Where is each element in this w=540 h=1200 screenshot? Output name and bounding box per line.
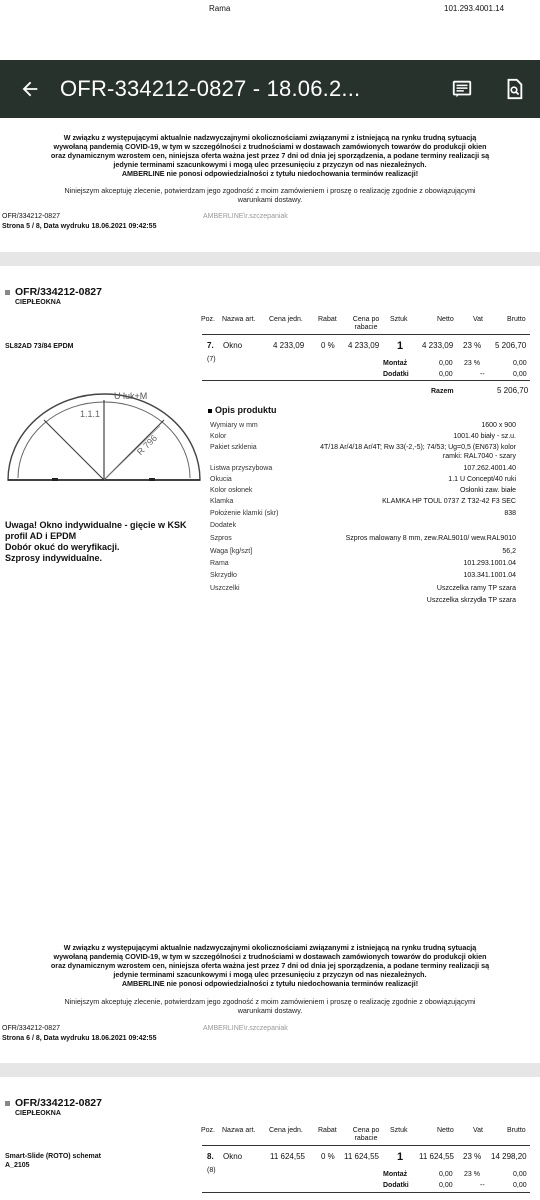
montaz-net: 0,00 — [439, 1171, 453, 1178]
row-net: 11 624,55 — [419, 1152, 454, 1161]
offer-number: OFR/334212-0827 — [15, 286, 102, 298]
col-nazwa: Nazwa art. — [222, 316, 256, 323]
prop-value: 101.293.1001.04 — [463, 560, 516, 567]
row-vat: 23 % — [463, 1152, 482, 1161]
montaz-label: Montaż — [383, 360, 408, 367]
covid-notice — [0, 133, 540, 178]
accept-line: Niniejszym akceptuję zlecenie, potwierdzam jego zgodność z moim zamówieniem i proszę o realizację zgodnie z obowiązującymi — [64, 186, 476, 195]
covid-notice-page6 — [0, 943, 540, 988]
notice-line: AMBERLINE nie ponosi odpowiedzialności z tytułu niedochowania terminów realizacji! — [121, 169, 419, 178]
product-line: Smart-Slide (ROTO) schemat — [5, 1153, 101, 1160]
notice-line: oraz dynamicznym wzrostem cen, niniejsza oferta ważna jest przez 7 dni od dnia jej sporządzenia, a podane terminy realizacji są — [50, 151, 490, 160]
col-brutto: Brutto — [507, 316, 526, 323]
prop-value: 4T/18 Ar/4/18 Ar/4T; Rw 33(-2,-5); 74/53; Ug=0,5 (EN673) kolor — [320, 444, 516, 451]
accept-line: warunkami dostawy. — [237, 195, 303, 204]
montaz-label: Montaż — [383, 1171, 408, 1178]
col-rabat: Rabat — [318, 1127, 337, 1134]
offer-header-2 — [5, 1097, 102, 1118]
col-poz: Poz. — [201, 316, 216, 323]
prop-label: Kolor — [210, 433, 227, 440]
row-qty: 1 — [397, 1151, 404, 1163]
back-arrow-icon[interactable] — [0, 60, 60, 118]
previous-page-snippet — [0, 0, 540, 60]
client-name: CIEPŁEOKNA — [15, 299, 61, 306]
row-discount: 0 % — [321, 341, 335, 350]
prop-label: Listwa przyszybowa — [210, 465, 273, 472]
col-cena-po: Cena po rabacie — [352, 1127, 380, 1142]
document-title: OFR-334212-0827 - 18.06.2... — [60, 76, 361, 101]
prop-label: Waga [kg/szt] — [210, 548, 253, 555]
notice-line: jedynie terminami szacunkowymi i mogą ulec przesunięciu z przyczyn od nas niezależnych. — [113, 160, 427, 169]
notice-line: wywołaną pandemią COVID-19, w tym w szczególności z trudnościami w dostawach zamówionych towarów do produkcji okien — [53, 952, 487, 961]
col-cena: Cena jedn. — [269, 316, 303, 323]
document-search-icon[interactable] — [488, 60, 540, 118]
prop-value: Uszczelka skrzydła TP szara — [426, 597, 516, 604]
razem-label: Razem — [431, 388, 454, 395]
offer-number: OFR/334212-0827 — [15, 1097, 102, 1109]
col-vat: Vat — [473, 316, 483, 323]
bullet-icon — [5, 290, 10, 295]
row-pos: 7. — [207, 341, 214, 350]
warning-line: Uwaga! Okno indywidualne - gięcie w KSK — [5, 520, 187, 530]
bullet-icon — [208, 409, 212, 413]
row-pos: 8. — [207, 1152, 214, 1161]
dodatki-net: 0,00 — [439, 371, 453, 378]
prop-label: Pakiet szklenia — [210, 444, 257, 451]
prop-label: Uszczelki — [210, 585, 240, 592]
prop-value: 838 — [504, 510, 516, 517]
razem-gross: 5 206,70 — [497, 386, 529, 395]
page-separator — [0, 252, 540, 266]
row-gross: 14 298,20 — [491, 1152, 527, 1161]
prop-value: 1001.40 biały - sz.u. — [453, 433, 516, 440]
prop-label: Położenie klamki (skr) — [210, 510, 279, 517]
col-poz: Poz. — [201, 1127, 216, 1134]
prop-value: 103.341.1001.04 — [463, 572, 516, 579]
col-cena: Cena jedn. — [269, 1127, 303, 1134]
opis-title — [208, 405, 277, 415]
header-rule — [202, 1145, 530, 1146]
row-name: Okno — [223, 1152, 243, 1161]
prop-value: Uszczelka ramy TP szara — [436, 585, 516, 592]
col-nazwa: Nazwa art. — [222, 1127, 256, 1134]
prop-label: Wymiary w mm — [210, 422, 258, 429]
row-sub: (8) — [207, 1167, 216, 1174]
montaz-vat: 23 % — [464, 360, 480, 367]
col-cena-po: Cena po rabacie — [352, 316, 380, 331]
notice-line: oraz dynamicznym wzrostem cen, niniejsza oferta ważna jest przez 7 dni od dnia jej sporządzenia, a podane terminy realizacji są — [50, 961, 490, 970]
row-rule — [202, 380, 530, 381]
opis-title-text: Opis produktu — [215, 405, 277, 415]
row-unit-price: 4 233,09 — [273, 341, 305, 350]
row-name: Okno — [223, 341, 243, 350]
page-footer: Strona 5 / 8, Data wydruku 18.06.2021 09:42:55 — [2, 223, 157, 230]
warning-line: profil AD i EPDM — [5, 531, 77, 541]
col-brutto: Brutto — [507, 1127, 526, 1134]
col-sztuk: Sztuk — [390, 316, 408, 323]
row-rule — [202, 1192, 530, 1193]
warning-line: Dobór okuć do weryfikacji. — [5, 542, 120, 552]
bullet-icon — [5, 1101, 10, 1106]
prop-value: ramki: RAL7040 - szary — [442, 453, 516, 460]
offer-header — [5, 286, 102, 307]
col-rabat: Rabat — [318, 316, 337, 323]
accept-line: Niniejszym akceptuję zlecenie, potwierdzam jego zgodność z moim zamówieniem i proszę o realizację zgodnie z obowiązującymi — [64, 997, 476, 1006]
prop-value: Osłonki zaw. białe — [459, 487, 516, 494]
notes-icon[interactable] — [436, 60, 488, 118]
prop-value: 107.262.4001.40 — [463, 465, 516, 472]
prop-label: Dodatek — [210, 522, 237, 529]
page-separator — [0, 1063, 540, 1077]
montaz-net: 0,00 — [439, 360, 453, 367]
acceptance-text — [0, 186, 540, 204]
dodatki-vat: -- — [480, 371, 485, 378]
row-sub: (7) — [207, 356, 216, 363]
prop-label: Rama — [210, 560, 229, 567]
row-price-after: 4 233,09 — [348, 341, 380, 350]
warning-line: Szprosy indywidualne. — [5, 553, 103, 563]
row-discount: 0 % — [321, 1152, 335, 1161]
notice-line: AMBERLINE nie ponosi odpowiedzialności z tytułu niedochowania terminów realizacji! — [121, 979, 419, 988]
snippet-label: Rama — [209, 4, 231, 13]
acceptance-text-page6 — [0, 997, 540, 1015]
row-unit-price: 11 624,55 — [270, 1152, 305, 1161]
montaz-gross: 0,00 — [513, 360, 527, 367]
notice-line: W związku z występującymi aktualnie nadzwyczajnymi okolicznościami związanymi z istniejącą na rynku trudną sytuacją — [63, 943, 477, 952]
product-name-2 — [5, 1152, 101, 1170]
notice-line: jedynie terminami szacunkowymi i mogą ulec przesunięciu z przyczyn od nas niezależnych. — [113, 970, 427, 979]
notice-line: W związku z występującymi aktualnie nadzwyczajnymi okolicznościami związanymi z istniejącą na rynku trudną sytuacją — [63, 133, 477, 142]
row-gross: 5 206,70 — [495, 341, 527, 350]
prop-label: Kolor osłonek — [210, 487, 253, 494]
page-ref: OFR/334212-0827 — [2, 213, 60, 220]
prop-label: Klamka — [210, 498, 234, 505]
accept-line: warunkami dostawy. — [237, 1006, 303, 1015]
page-user: AMBERLINE\r.szczepaniak — [203, 1025, 288, 1032]
col-netto: Netto — [437, 1127, 454, 1134]
prop-label: Szpros — [210, 535, 232, 542]
product-name: SL82AD 73/84 EPDM — [5, 343, 74, 350]
col-netto: Netto — [437, 316, 454, 323]
row-net: 4 233,09 — [422, 341, 454, 350]
dodatki-vat: -- — [480, 1182, 485, 1189]
montaz-gross: 0,00 — [513, 1171, 527, 1178]
prop-label: Skrzydło — [210, 572, 237, 579]
client-name: CIEPŁEOKNA — [15, 1110, 61, 1117]
product-line: A_2105 — [5, 1162, 30, 1169]
snippet-value: 101.293.4001.14 — [444, 4, 505, 13]
arc-label: U łuk+M — [114, 391, 148, 401]
dodatki-net: 0,00 — [439, 1182, 453, 1189]
row-price-after: 11 624,55 — [344, 1152, 379, 1161]
prop-value: 1600 x 900 — [481, 422, 516, 429]
col-sztuk: Sztuk — [390, 1127, 408, 1134]
col-vat: Vat — [473, 1127, 483, 1134]
radius-label: R 796 — [134, 432, 160, 458]
window-drawing — [4, 390, 204, 486]
notice-line: wywołaną pandemią COVID-19, w tym w szczególności z trudnościami w dostawach zamówionych towarów do produkcji okien — [53, 142, 487, 151]
prop-value: 1.1 U Concept/40 ruki — [448, 476, 516, 483]
prop-value: 56,2 — [502, 548, 516, 555]
dodatki-label: Dodatki — [383, 371, 409, 378]
montaz-vat: 23 % — [464, 1171, 480, 1178]
page-user: AMBERLINE\r.szczepaniak — [203, 213, 288, 220]
individual-warning — [5, 520, 187, 564]
pane-label: 1.1.1 — [80, 409, 101, 419]
app-toolbar — [0, 60, 540, 118]
dodatki-gross: 0,00 — [513, 1182, 527, 1189]
dodatki-gross: 0,00 — [513, 371, 527, 378]
prop-value: KLAMKA HP TOUL 0737 Z T32-42 F3 SEC — [382, 498, 516, 505]
row-qty: 1 — [397, 340, 404, 352]
prop-value: Szpros malowany 8 mm, zew.RAL9010/ wew.RAL9010 — [345, 535, 516, 542]
page-ref: OFR/334212-0827 — [2, 1025, 60, 1032]
page-footer: Strona 6 / 8, Data wydruku 18.06.2021 09:42:55 — [2, 1035, 157, 1042]
row-vat: 23 % — [463, 341, 482, 350]
dodatki-label: Dodatki — [383, 1182, 409, 1189]
header-rule — [202, 334, 530, 335]
prop-label: Okucia — [210, 476, 232, 483]
